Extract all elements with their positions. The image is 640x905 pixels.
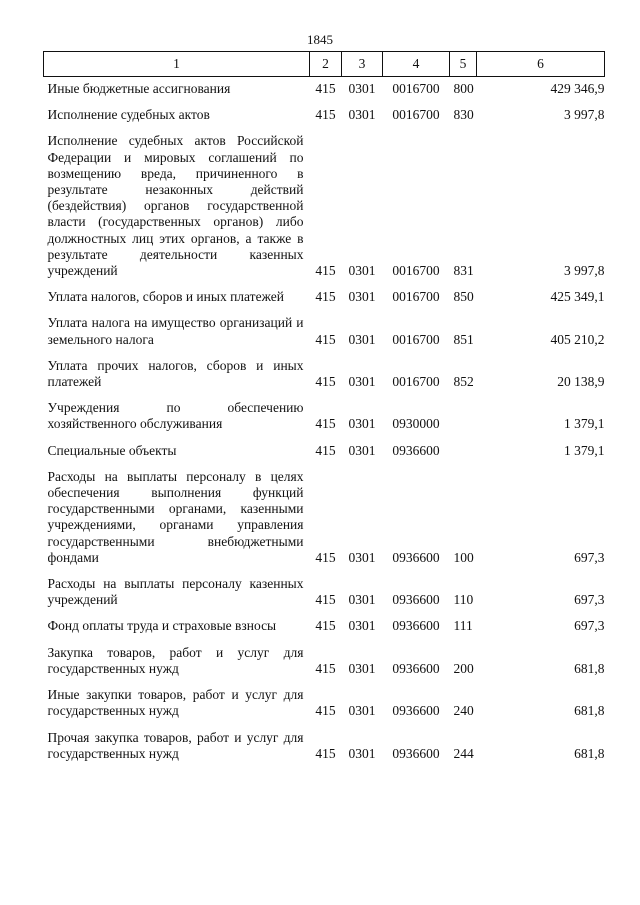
row-expense-type: 244 [453, 745, 474, 761]
table-row [44, 103, 605, 123]
table-row [44, 465, 605, 566]
row-expense-type: 200 [453, 660, 474, 676]
row-amount: 425 349,1 [550, 289, 605, 305]
row-target-item: 0936600 [392, 592, 440, 608]
row-target-item: 0016700 [392, 289, 440, 305]
table-row [44, 641, 605, 677]
row-amount: 697,3 [574, 592, 605, 608]
table-header [44, 52, 605, 77]
row-section-code: 0301 [348, 442, 376, 458]
row-target-item: 0936600 [392, 442, 440, 458]
table-body [44, 77, 605, 762]
row-amount: 1 379,1 [564, 442, 605, 458]
row-amount: 697,3 [574, 549, 605, 565]
row-target-item: 0016700 [392, 374, 440, 390]
table-row [44, 572, 605, 608]
row-admin-code: 415 [315, 618, 336, 634]
row-section-code: 0301 [348, 331, 376, 347]
table-row [44, 614, 605, 634]
row-name: Расходы на выплаты персоналу казенных учреждений [47, 576, 304, 608]
row-expense-type [450, 439, 477, 459]
row-amount: 3 997,8 [564, 263, 605, 279]
table-row [44, 285, 605, 305]
column-header-1: 1 [44, 52, 310, 77]
row-name: Исполнение судебных актов Российской Федерации и мировых соглашений по возмещению вреда, причиненного в результате незаконных действий (бездействия) органов государственной власти (государственных органов) либо должностных лиц этих органов, а также в результате деятельности казенных учреждений [47, 133, 304, 279]
row-target-item: 0936600 [392, 660, 440, 676]
row-admin-code: 415 [315, 263, 336, 279]
row-section-code: 0301 [348, 81, 376, 96]
row-admin-code: 415 [315, 331, 336, 347]
row-admin-code: 415 [315, 660, 336, 676]
row-admin-code: 415 [315, 592, 336, 608]
row-admin-code: 415 [315, 416, 336, 432]
row-amount: 1 379,1 [564, 416, 605, 432]
row-target-item: 0930000 [392, 416, 440, 432]
row-expense-type: 240 [453, 703, 474, 719]
row-name: Учреждения по обеспечению хозяйственного обслуживания [47, 400, 304, 432]
row-amount: 697,3 [574, 618, 605, 634]
table-row [44, 77, 605, 98]
row-expense-type: 852 [453, 374, 474, 390]
row-target-item: 0936600 [392, 745, 440, 761]
row-name: Расходы на выплаты персоналу в целях обеспечения выполнения функций государственными органами, казенными учреждениями, органами управления государственными внебюджетными фондами [47, 468, 304, 565]
column-header-6: 6 [477, 52, 605, 77]
row-section-code: 0301 [348, 549, 376, 565]
row-section-code: 0301 [348, 660, 376, 676]
header-row [44, 52, 605, 77]
row-name: Специальные объекты [47, 442, 177, 458]
row-section-code: 0301 [348, 703, 376, 719]
row-target-item: 0936600 [392, 618, 440, 634]
row-target-item: 0016700 [392, 81, 440, 96]
row-section-code: 0301 [348, 289, 376, 305]
row-expense-type: 100 [453, 549, 474, 565]
row-expense-type [450, 396, 477, 432]
row-expense-type: 111 [453, 618, 473, 634]
row-section-code: 0301 [348, 107, 376, 123]
row-amount: 20 138,9 [557, 374, 605, 390]
page-number: 1845 [307, 32, 333, 47]
row-amount: 405 210,2 [550, 331, 605, 347]
table-row [44, 354, 605, 390]
table-row [44, 396, 605, 432]
column-header-2: 2 [310, 52, 342, 77]
row-section-code: 0301 [348, 618, 376, 634]
row-admin-code: 415 [315, 289, 336, 305]
budget-table [43, 51, 605, 762]
row-expense-type: 830 [453, 107, 474, 123]
row-name: Иные закупки товаров, работ и услуг для государственных нужд [47, 687, 304, 719]
table-row [44, 683, 605, 719]
row-amount: 681,8 [574, 703, 605, 719]
row-section-code: 0301 [348, 416, 376, 432]
row-name: Уплата прочих налогов, сборов и иных платежей [47, 357, 304, 390]
row-section-code: 0301 [348, 745, 376, 761]
table-row [44, 439, 605, 459]
row-expense-type: 800 [453, 81, 474, 96]
row-amount: 3 997,8 [564, 107, 605, 123]
row-target-item: 0936600 [392, 703, 440, 719]
row-admin-code: 415 [315, 703, 336, 719]
row-admin-code: 415 [315, 549, 336, 565]
row-target-item: 0016700 [392, 331, 440, 347]
row-expense-type: 831 [453, 263, 474, 279]
row-target-item: 0936600 [392, 549, 440, 565]
row-name: Исполнение судебных актов [47, 107, 210, 123]
row-section-code: 0301 [348, 374, 376, 390]
row-target-item: 0016700 [392, 107, 440, 123]
row-name: Фонд оплаты труда и страховые взносы [47, 618, 277, 634]
row-expense-type: 851 [453, 331, 474, 347]
column-header-3: 3 [342, 52, 383, 77]
row-name: Закупка товаров, работ и услуг для государственных нужд [47, 644, 304, 676]
table-row [44, 129, 605, 279]
row-target-item: 0016700 [392, 263, 440, 279]
row-expense-type: 850 [453, 289, 474, 305]
row-section-code: 0301 [348, 592, 376, 608]
table-row [44, 726, 605, 762]
row-amount: 429 346,9 [550, 81, 605, 96]
row-expense-type: 110 [453, 592, 474, 608]
row-admin-code: 415 [315, 107, 336, 123]
row-name: Уплата налогов, сборов и иных платежей [47, 289, 284, 305]
row-name: Прочая закупка товаров, работ и услуг для государственных нужд [47, 729, 304, 761]
column-header-5: 5 [450, 52, 477, 77]
column-header-4: 4 [383, 52, 450, 77]
row-section-code: 0301 [348, 263, 376, 279]
row-admin-code: 415 [315, 81, 336, 96]
row-name: Уплата налога на имущество организаций и земельного налога [47, 315, 304, 347]
row-amount: 681,8 [574, 745, 605, 761]
row-admin-code: 415 [315, 745, 336, 761]
row-admin-code: 415 [315, 442, 336, 458]
row-admin-code: 415 [315, 374, 336, 390]
row-amount: 681,8 [574, 660, 605, 676]
row-name: Иные бюджетные ассигнования [47, 81, 231, 96]
table-row [44, 311, 605, 347]
